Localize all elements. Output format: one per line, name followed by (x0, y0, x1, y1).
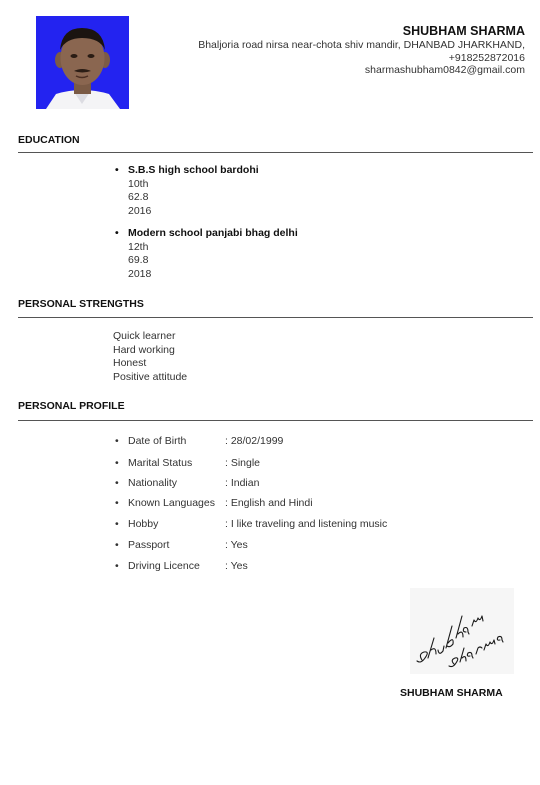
profile-value: : Yes (225, 539, 248, 551)
profile-row-hobby (128, 518, 387, 530)
candidate-phone: +918252872016 (448, 51, 525, 64)
profile-heading: PERSONAL PROFILE (18, 400, 125, 412)
profile-label: Passport (128, 539, 170, 551)
signature-image (410, 588, 514, 674)
profile-label: Driving Licence (128, 560, 200, 572)
profile-row-marital-status (128, 457, 260, 469)
profile-row-dob (128, 435, 283, 447)
profile-value: : Single (225, 457, 261, 469)
profile-label: Known Languages (128, 497, 215, 509)
profile-label: Hobby (128, 518, 159, 530)
profile-value: : Indian (225, 477, 260, 489)
profile-row-passport (128, 539, 248, 551)
education-year: 2018 (128, 267, 152, 280)
education-class: 12th (128, 240, 149, 253)
strength-item: Positive attitude (113, 371, 188, 384)
strength-item: Honest (113, 357, 147, 370)
profile-label: Nationality (128, 477, 178, 489)
profile-label: Date of Birth (128, 435, 187, 447)
strengths-divider (18, 317, 533, 318)
strength-item: Quick learner (113, 330, 176, 342)
resume-header (198, 24, 525, 77)
profile-divider (18, 420, 533, 421)
education-class: 10th (128, 177, 149, 190)
education-item (128, 164, 259, 218)
candidate-address: Bhaljoria road nirsa near-chota shiv mandir, DHANBAD JHARKHAND, (198, 39, 525, 51)
person-portrait-icon (36, 16, 129, 109)
education-score: 62.8 (128, 191, 149, 203)
education-divider (18, 152, 533, 153)
strengths-list (113, 330, 187, 385)
education-school: • S.B.S high school bardohi (128, 164, 259, 178)
candidate-name: SHUBHAM SHARMA (402, 24, 525, 38)
profile-label: Marital Status (128, 457, 193, 469)
strengths-heading: PERSONAL STRENGTHS (18, 298, 144, 310)
profile-row-languages (128, 497, 313, 509)
profile-row-driving-licence (128, 560, 248, 572)
signature-name: SHUBHAM SHARMA (400, 687, 503, 699)
education-score: 69.8 (128, 254, 149, 266)
education-year: 2016 (128, 204, 152, 217)
candidate-email: sharmashubham0842@gmail.com (364, 64, 525, 76)
strength-item: Hard working (113, 343, 175, 356)
profile-value: : I like traveling and listening music (225, 518, 388, 530)
education-school: • Modern school panjabi bhag delhi (128, 227, 298, 241)
profile-value: : Yes (225, 560, 248, 572)
profile-row-nationality (128, 477, 259, 489)
education-heading: EDUCATION (18, 134, 80, 146)
profile-value: : 28/02/1999 (225, 435, 284, 447)
profile-photo (36, 16, 129, 109)
profile-value: : English and Hindi (225, 497, 313, 509)
education-item (128, 227, 298, 281)
